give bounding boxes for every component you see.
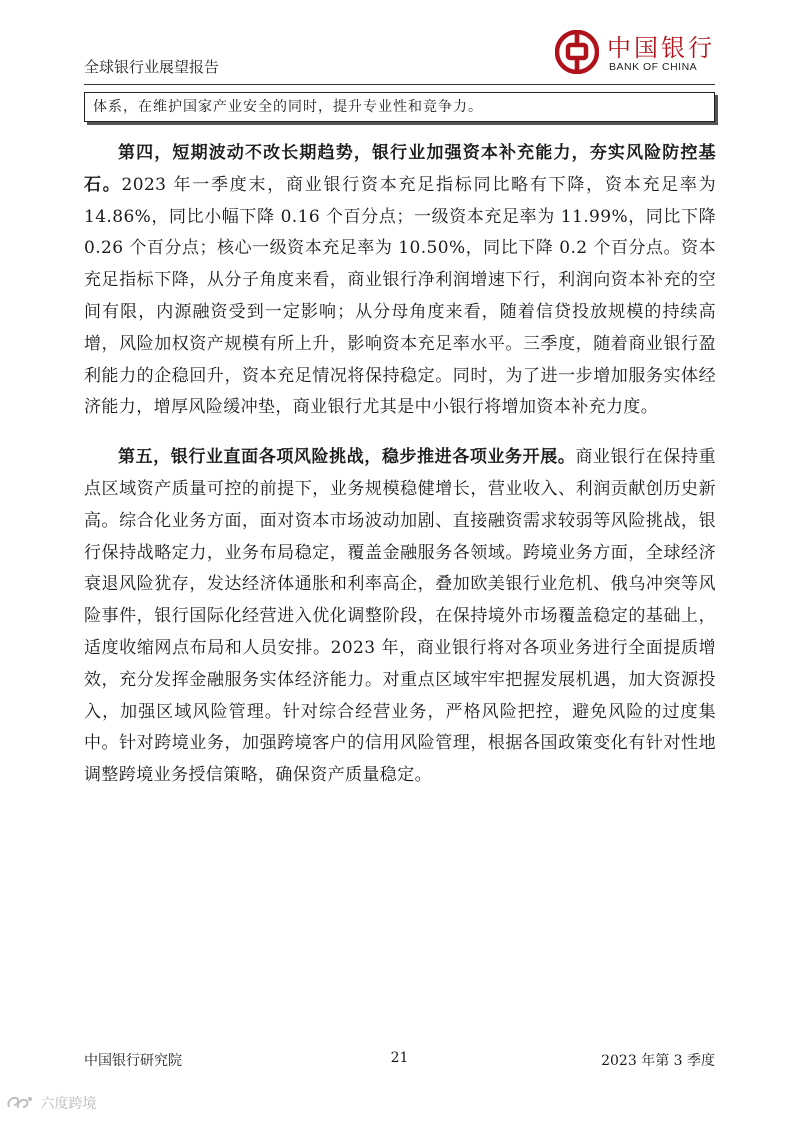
watermark-logo-icon	[6, 1094, 34, 1112]
paragraph-fourth	[84, 138, 716, 424]
paragraph-body: 2023 年一季度末，商业银行资本充足指标同比略有下降，资本充足率为 14.86%，同比小幅下降 0.16 个百分点；一级资本充足率为 11.99%，同比下降 0.26 个百分点；核心一级资本充足率为 10.50%，同比下降 0.2 个百分点。资本充足指标下降，从分子角度来看，商业银行净利润增速下行，利润向资本补充的空间有限，内源融资受到一定影响；从分母角度来看，随着信贷投放规模的持续高增，风险加权资产规模有所上升，影响资本充足率水平。三季度，随着商业银行盈利能力的企稳回升，资本充足情况将保持稳定。同时，为了进一步增加服务实体经济能力，增厚风险缓冲垫，商业银行尤其是中小银行将增加资本补充力度。	[84, 174, 716, 418]
paragraph-lead: 第五，银行业直面各项风险挑战，稳步推进各项业务开展。	[118, 447, 576, 468]
paragraph-body: 商业银行在保持重点区域资产质量可控的前提下，业务规模稳健增长，营业收入、利润贡献创历史新高。综合化业务方面，面对资本市场波动加剧、直接融资需求较弱等风险挑战，银行保持战略定力，业务布局稳定，覆盖金融服务各领域。跨境业务方面，全球经济衰退风险犹存，发达经济体通胀和利率高企，叠加欧美银行业危机、俄乌冲突等风险事件，银行国际化经营进入优化调整阶段，在保持境外市场覆盖稳定的基础上，适度收缩网点布局和人员安排。2023 年，商业银行将对各项业务进行全面提质增效，充分发挥金融服务实体经济能力。对重点区域牢牢把握发展机遇，加大资源投入，加强区域风险管理。针对综合经营业务，严格风险把控，避免风险的过度集中。针对跨境业务，加强跨境客户的信用风险管理，根据各国政策变化有针对性地调整跨境业务授信策略，确保资产质量稳定。	[84, 447, 716, 786]
logo-chinese-name: 中国银行	[607, 34, 715, 62]
report-title: 全球银行业展望报告	[84, 58, 220, 76]
paragraph-fifth	[84, 442, 716, 792]
page-header	[84, 28, 715, 83]
paragraph-lead: 第四，短期波动不改长期趋势，银行业加强资本补充能力，夯实风险防控基石。	[84, 143, 716, 195]
watermark-text: 六度跨境	[40, 1096, 97, 1112]
logo-english-name: BANK OF CHINA	[609, 61, 698, 73]
main-content	[84, 138, 716, 792]
footer-quarter: 2023 年第 3 季度	[601, 1053, 715, 1069]
watermark	[6, 1093, 96, 1115]
page-number: 21	[390, 1050, 409, 1066]
footer-institute: 中国银行研究院	[84, 1053, 182, 1069]
page-footer	[84, 1050, 715, 1070]
header-divider	[84, 84, 715, 85]
bank-logo	[555, 28, 715, 78]
bank-of-china-logo-icon	[555, 30, 599, 74]
boxed-note: 体系，在维护国家产业安全的同时，提升专业性和竞争力。	[84, 92, 715, 122]
